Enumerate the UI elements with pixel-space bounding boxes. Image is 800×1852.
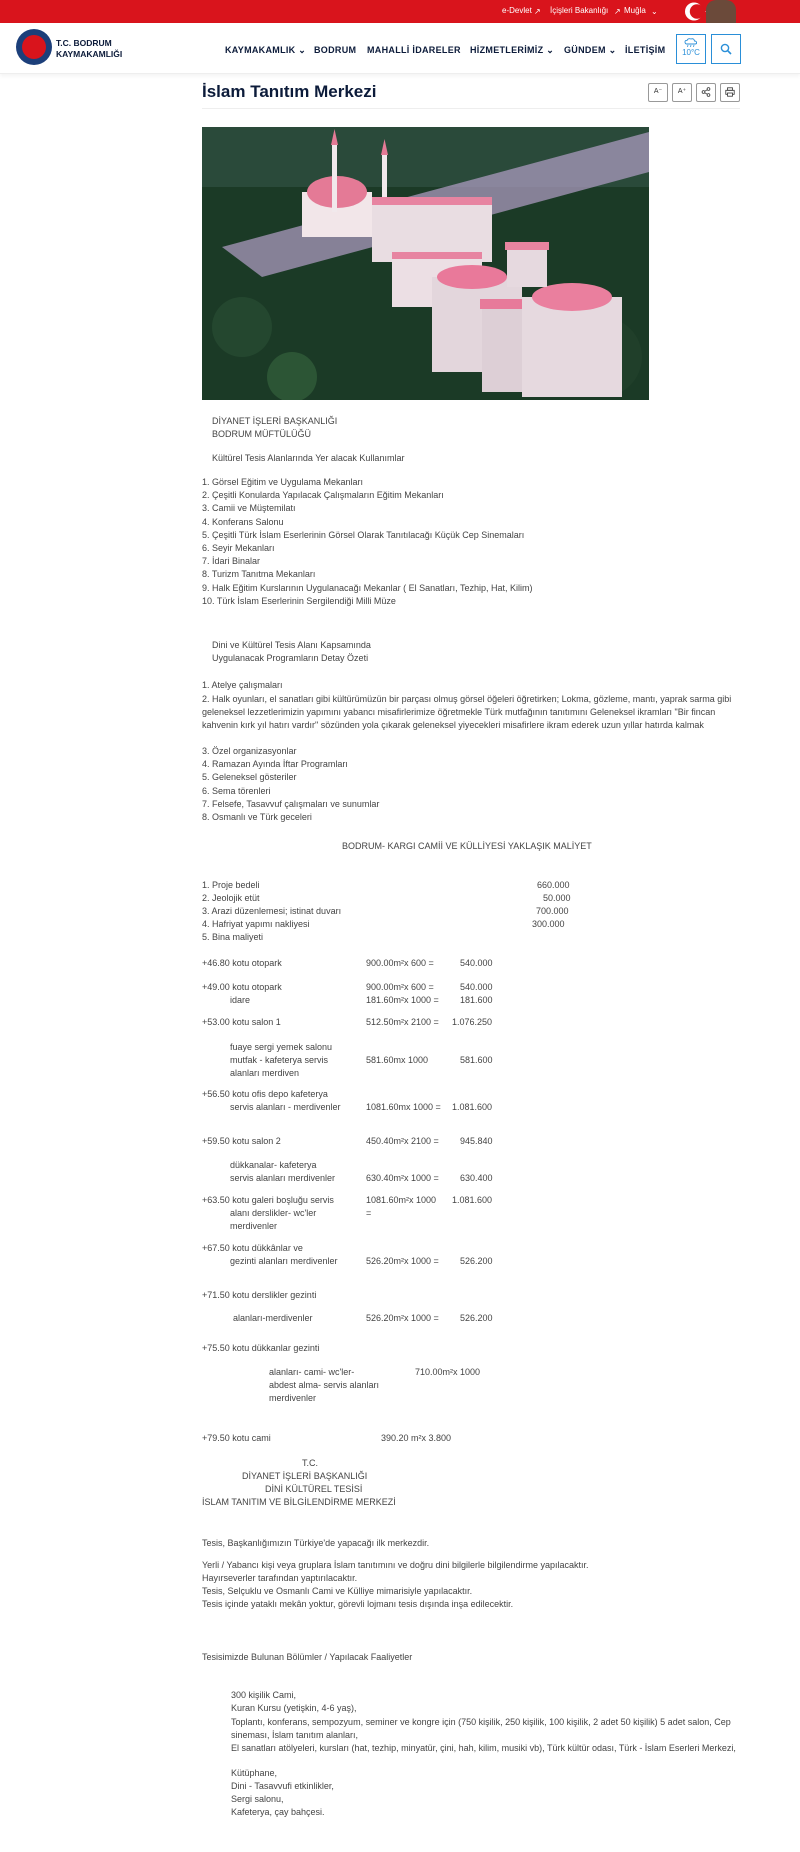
portrait-image bbox=[706, 0, 736, 23]
title-divider bbox=[202, 108, 740, 109]
list-item: 9. Halk Eğitim Kurslarının Uygulanacağı Mekanlar ( El Sanatları, Tezhip, Hat, Kilim) bbox=[202, 582, 533, 593]
table-cell: abdest alma- servis alanları bbox=[269, 1380, 380, 1390]
nav-hizmetlerimiz[interactable]: HİZMETLERİMİZ ⌄ bbox=[470, 45, 555, 55]
external-link-icon: ↗ bbox=[614, 7, 621, 16]
table-cell: 900.00m²x 600 = bbox=[366, 958, 434, 968]
table-cell: 630.400 bbox=[460, 1173, 493, 1183]
cost-label: 4. Hafriyat yapımı nakliyesi bbox=[202, 919, 310, 929]
list-item: 4. Ramazan Ayında İftar Programları bbox=[202, 759, 348, 770]
edevlet-link[interactable]: e-Devlet bbox=[502, 6, 532, 15]
table-cell: +63.50 kotu galeri boşluğu servis bbox=[202, 1195, 334, 1205]
chevron-down-icon: ⌄ bbox=[546, 45, 555, 55]
table-cell: 526.20m²x 1000 = bbox=[366, 1313, 439, 1323]
complex-aerial-image bbox=[202, 127, 649, 400]
search-icon bbox=[720, 43, 732, 55]
table-cell: 181.60m²x 1000 = bbox=[366, 995, 439, 1005]
top-bar bbox=[0, 0, 800, 23]
table-cell: 526.200 bbox=[460, 1256, 493, 1266]
cost-label: 1. Proje bedeli bbox=[202, 880, 260, 890]
paragraph: Tesis içinde yataklı mekân yoktur, görevli lojmanı tesis dışında inşa edilecektir. bbox=[202, 1599, 514, 1609]
table-cell: +67.50 kotu dükkânlar ve bbox=[202, 1243, 303, 1253]
paragraph: Tesis, Başkanlığımızın Türkiye'de yapacağı ilk merkezdir. bbox=[202, 1538, 430, 1548]
table-cell: merdivenler bbox=[269, 1393, 317, 1403]
list-item: 3. Camii ve Müştemilatı bbox=[202, 503, 296, 514]
body-heading: Kültürel Tesis Alanlarında Yer alacak Kullanımlar bbox=[212, 453, 405, 463]
list-item: 2. Halk oyunları, el sanatları gibi kültürümüzün bir parçası olmuş görsel öğeleri öğretirken; Lokma, gözleme, mantı, yaprak sarma gibi geleneksel lezzetlerimizin yapımını yabancı misafirlerimize öğretmekle Türk mutfağının tanıtımını Geleneksel ikramları "Bir fincan kahvenin kırk yıl hatırı vardır" sözünden yola çıkarak geleneksel yiyecekleri misafirlere ikram ederek uzun yıllar hatırda kalmak bbox=[202, 694, 732, 730]
table-cell: 1.081.600 bbox=[452, 1195, 493, 1205]
cost-value: 300.000 bbox=[532, 919, 565, 929]
cost-value: 660.000 bbox=[537, 880, 570, 890]
list-item: 1. Görsel Eğitim ve Uygulama Mekanları bbox=[202, 477, 364, 487]
table-cell: 450.40m²x 2100 = bbox=[366, 1136, 439, 1146]
table-cell: 900.00m²x 600 = bbox=[366, 982, 434, 992]
nav-iletisim[interactable]: İLETİŞİM bbox=[625, 45, 666, 55]
table-cell: 1081.60mx 1000 = bbox=[366, 1102, 441, 1112]
table-cell: gezinti alanları merdivenler bbox=[230, 1256, 338, 1266]
facility-item: Kütüphane, bbox=[231, 1768, 278, 1778]
site-header bbox=[0, 23, 800, 74]
list-item: 7. Felsefe, Tasavvuf çalışmaları ve sunumlar bbox=[202, 798, 380, 809]
facility-item: Dini - Tasavvufi etkinlikler, bbox=[231, 1781, 334, 1791]
page-title: İslam Tanıtım Merkezi bbox=[202, 82, 377, 101]
table-cell: 945.840 bbox=[460, 1136, 493, 1146]
mugla-link[interactable]: Muğla bbox=[624, 6, 646, 15]
table-cell: 540.000 bbox=[460, 982, 493, 992]
paragraph: Hayırseverler tarafından yaptırılacaktır. bbox=[202, 1573, 358, 1583]
table-cell: = bbox=[366, 1208, 372, 1218]
external-link-icon: ↗ bbox=[534, 7, 541, 16]
print-icon bbox=[725, 87, 735, 97]
print-button[interactable] bbox=[720, 83, 740, 102]
facility-item: 300 kişilik Cami, bbox=[231, 1690, 297, 1700]
paragraph: Yerli / Yabancı kişi veya gruplara İslam tanıtımını ve doğru dini bilgilerle bilgilendirme yapılacaktır. bbox=[202, 1560, 589, 1570]
list-item: 6. Seyir Mekanları bbox=[202, 543, 275, 553]
list-item: 10. Türk İslam Eserlerinin Sergilendiği Milli Müze bbox=[202, 595, 396, 606]
table-cell: 1.076.250 bbox=[452, 1017, 493, 1027]
table-cell: 512.50m²x 2100 = bbox=[366, 1017, 439, 1027]
body-heading: Uygulanacak Programların Detay Özeti bbox=[212, 653, 369, 663]
table-cell: servis alanları merdivenler bbox=[230, 1173, 336, 1183]
table-cell: 540.000 bbox=[460, 958, 493, 968]
table-cell: 526.20m²x 1000 = bbox=[366, 1256, 439, 1266]
search-button[interactable] bbox=[711, 34, 741, 64]
center-heading: DİYANET İŞLERİ BAŞKANLIĞI bbox=[242, 1471, 368, 1481]
facility-item: El sanatları atölyeleri, kursları (hat, tezhip, minyatür, çini, hah, kilim, musiki vb), Türk kültür odası, Türk - İslam Eserleri Merkezi, bbox=[231, 1743, 736, 1753]
table-cell: mutfak - kafeterya servis bbox=[230, 1055, 329, 1065]
weather-widget[interactable] bbox=[676, 34, 706, 64]
weather-temp: 10°C bbox=[682, 48, 700, 57]
chevron-down-icon: ⌄ bbox=[651, 7, 658, 16]
table-cell: +71.50 kotu derslikler gezinti bbox=[202, 1290, 317, 1300]
brand-name[interactable]: T.C. BODRUM KAYMAKAMLIĞI bbox=[56, 38, 123, 59]
list-item: 5. Çeşitli Türk İslam Eserlerinin Görsel Olarak Tanıtılacağı Küçük Cep Sinemaları bbox=[202, 529, 525, 540]
font-increase-button[interactable]: A⁺ bbox=[672, 83, 692, 102]
nav-kaymakamlik[interactable]: KAYMAKAMLIK ⌄ bbox=[225, 45, 307, 55]
table-cell: 1.081.600 bbox=[452, 1102, 493, 1112]
table-cell: alanları- cami- wc'ler- bbox=[269, 1367, 355, 1377]
table-cell: +53.00 kotu salon 1 bbox=[202, 1017, 281, 1027]
list-item: 1. Atelye çalışmaları bbox=[202, 680, 283, 690]
font-decrease-button[interactable]: A⁻ bbox=[648, 83, 668, 102]
table-cell: 581.60mx 1000 bbox=[366, 1055, 429, 1065]
table-cell: dükkanalar- kafeterya bbox=[230, 1160, 317, 1170]
table-cell: 526.200 bbox=[460, 1313, 493, 1323]
table-cell: alanları merdiven bbox=[230, 1068, 300, 1078]
chevron-down-icon: ⌄ bbox=[608, 45, 617, 55]
nav-bodrum[interactable]: BODRUM bbox=[314, 45, 357, 55]
cost-value: 50.000 bbox=[543, 893, 571, 903]
cost-title: BODRUM- KARGI CAMİİ VE KÜLLİYESİ YAKLAŞIK MALİYET bbox=[342, 841, 592, 851]
body-heading: BODRUM MÜFTÜLÜĞÜ bbox=[212, 429, 311, 439]
chevron-down-icon: ⌄ bbox=[298, 45, 307, 55]
table-cell: servis alanları - merdivenler bbox=[230, 1102, 341, 1112]
logo-icon[interactable] bbox=[16, 29, 52, 65]
body-heading: Dini ve Kültürel Tesis Alanı Kapsamında bbox=[212, 640, 371, 650]
table-cell: 181.600 bbox=[460, 995, 493, 1005]
table-cell: 710.00m²x 1000 bbox=[415, 1367, 481, 1377]
nav-mahalli-idareler[interactable]: MAHALLİ İDARELER bbox=[367, 45, 461, 55]
list-item: 8. Turizm Tanıtma Mekanları bbox=[202, 569, 316, 580]
body-heading: DİYANET İŞLERİ BAŞKANLIĞI bbox=[212, 416, 338, 426]
table-cell: 581.600 bbox=[460, 1055, 493, 1065]
table-cell: +59.50 kotu salon 2 bbox=[202, 1136, 281, 1146]
facility-item: Kafeterya, çay bahçesi. bbox=[231, 1807, 325, 1817]
table-cell: 1081.60m²x 1000 bbox=[366, 1195, 437, 1205]
cost-value: 700.000 bbox=[536, 906, 569, 916]
list-item: 7. İdari Binalar bbox=[202, 556, 261, 567]
table-cell: alanı derslikler- wc'ler bbox=[230, 1208, 317, 1218]
paragraph: Tesis, Selçuklu ve Osmanlı Cami ve Külliye mimarisiyle yapılacaktır. bbox=[202, 1586, 473, 1596]
cost-label: 3. Arazi düzenlemesi; istinat duvarı bbox=[202, 906, 342, 916]
section-heading: Tesisimizde Bulunan Bölümler / Yapılacak Faaliyetler bbox=[202, 1652, 413, 1662]
list-item: 2. Çeşitli Konularda Yapılacak Çalışmaların Eğitim Mekanları bbox=[202, 490, 444, 501]
facility-item: Sergi salonu, bbox=[231, 1794, 284, 1804]
table-cell: 390.20 m²x 3.800 bbox=[381, 1433, 452, 1443]
table-cell: +49.00 kotu otopark bbox=[202, 982, 282, 992]
table-cell: +46.80 kotu otopark bbox=[202, 958, 282, 968]
nav-gundem[interactable]: GÜNDEM ⌄ bbox=[564, 45, 617, 55]
list-item: 4. Konferans Salonu bbox=[202, 516, 284, 527]
center-heading: T.C. bbox=[302, 1458, 319, 1468]
table-cell: +75.50 kotu dükkanlar gezinti bbox=[202, 1343, 320, 1353]
table-cell: fuaye sergi yemek salonu bbox=[230, 1042, 333, 1052]
list-item: 8. Osmanlı ve Türk geceleri bbox=[202, 812, 312, 822]
list-item: 5. Geleneksel gösteriler bbox=[202, 772, 297, 783]
table-cell: merdivenler bbox=[230, 1221, 278, 1231]
table-cell: +56.50 kotu ofis depo kafeterya bbox=[202, 1089, 328, 1099]
icisleri-link[interactable]: İçişleri Bakanlığı bbox=[550, 6, 609, 15]
center-heading: İSLAM TANITIM VE BİLGİLENDİRME MERKEZİ bbox=[202, 1497, 396, 1507]
cost-label: 5. Bina maliyeti bbox=[202, 932, 264, 942]
share-icon bbox=[701, 87, 711, 97]
facility-item: Toplantı, konferans, sempozyum, seminer ve kongre için (750 kişilik, 250 kişilik, 100 kişilik, 2 adet 50 kişilik) 5 adet salon, Cep sineması, İslam tanıtım alanları, bbox=[231, 1717, 731, 1740]
center-heading: DİNİ KÜLTÜREL TESİSİ bbox=[265, 1484, 363, 1494]
table-cell: idare bbox=[230, 995, 251, 1005]
facility-item: Kuran Kursu (yetişkin, 4-6 yaş), bbox=[231, 1703, 357, 1713]
cost-label: 2. Jeolojik etüt bbox=[202, 893, 260, 903]
table-cell: +79.50 kotu cami bbox=[202, 1433, 271, 1443]
cloud-rain-icon bbox=[684, 38, 698, 47]
list-item: 3. Özel organizasyonlar bbox=[202, 746, 297, 756]
share-button[interactable] bbox=[696, 83, 716, 102]
table-cell: 630.40m²x 1000 = bbox=[366, 1173, 439, 1183]
list-item: 6. Sema törenleri bbox=[202, 785, 271, 796]
table-cell: alanları-merdivenler bbox=[233, 1313, 313, 1323]
